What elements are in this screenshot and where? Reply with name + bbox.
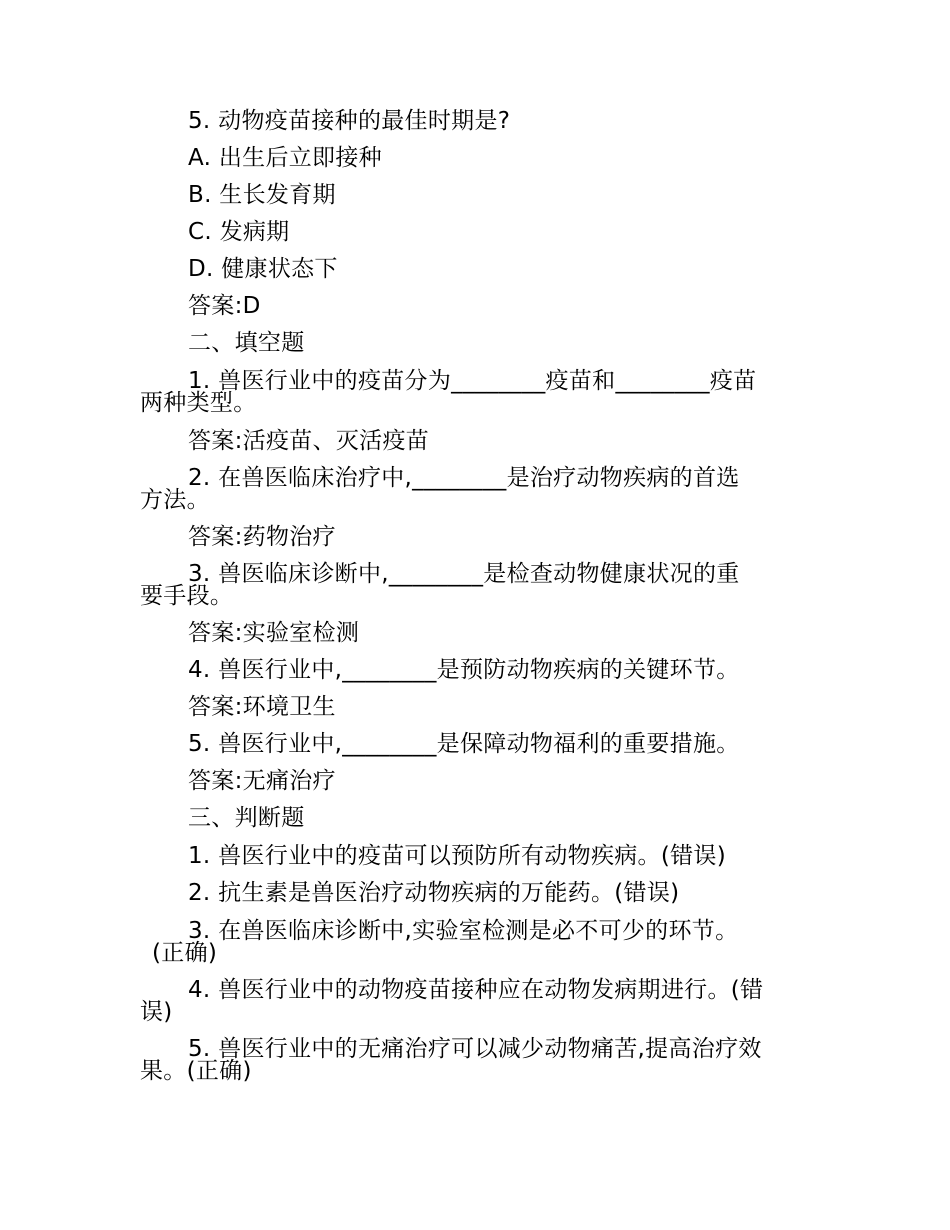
fill-answer-1: 答案:活疫苗、灭活疫苗 [188, 428, 430, 454]
judge-question-3-cont: (正确) [152, 940, 218, 966]
fill-question-1: 1. 兽医行业中的疫苗分为________疫苗和________疫苗 [188, 368, 757, 394]
section-heading-fill: 二、填空题 [188, 330, 305, 356]
choice-question-5: 5. 动物疫苗接种的最佳时期是? [188, 108, 511, 134]
judge-question-4: 4. 兽医行业中的动物疫苗接种应在动物发病期进行。(错 [188, 977, 764, 1003]
fill-question-1-cont: 两种类型。 [140, 390, 257, 416]
judge-question-4-cont: 误) [140, 999, 173, 1025]
judge-question-1: 1. 兽医行业中的疫苗可以预防所有动物疾病。(错误) [188, 843, 727, 869]
judge-question-5-cont: 果。(正确) [140, 1058, 252, 1084]
judge-question-2: 2. 抗生素是兽医治疗动物疾病的万能药。(错误) [188, 880, 680, 906]
fill-question-4: 4. 兽医行业中,________是预防动物疾病的关键环节。 [188, 657, 740, 683]
fill-question-3: 3. 兽医临床诊断中,________是检查动物健康状况的重 [188, 561, 740, 587]
fill-question-2: 2. 在兽医临床治疗中,________是治疗动物疾病的首选 [188, 465, 740, 491]
fill-answer-3: 答案:实验室检测 [188, 620, 360, 646]
fill-answer-4: 答案:环境卫生 [188, 694, 336, 720]
option-b: B. 生长发育期 [188, 182, 336, 208]
fill-answer-5: 答案:无痛治疗 [188, 768, 336, 794]
fill-question-2-cont: 方法。 [140, 487, 210, 513]
option-c: C. 发病期 [188, 219, 290, 245]
fill-answer-2: 答案:药物治疗 [188, 524, 336, 550]
section-heading-judge: 三、判断题 [188, 805, 305, 831]
fill-question-3-cont: 要手段。 [140, 583, 234, 609]
fill-question-5: 5. 兽医行业中,________是保障动物福利的重要措施。 [188, 731, 740, 757]
judge-question-5: 5. 兽医行业中的无痛治疗可以减少动物痛苦,提高治疗效 [188, 1036, 762, 1062]
option-a: A. 出生后立即接种 [188, 145, 382, 171]
judge-question-3: 3. 在兽医临床诊断中,实验室检测是必不可少的环节。 [188, 918, 739, 944]
option-d: D. 健康状态下 [188, 256, 338, 282]
choice-answer-5: 答案:D [188, 293, 261, 319]
